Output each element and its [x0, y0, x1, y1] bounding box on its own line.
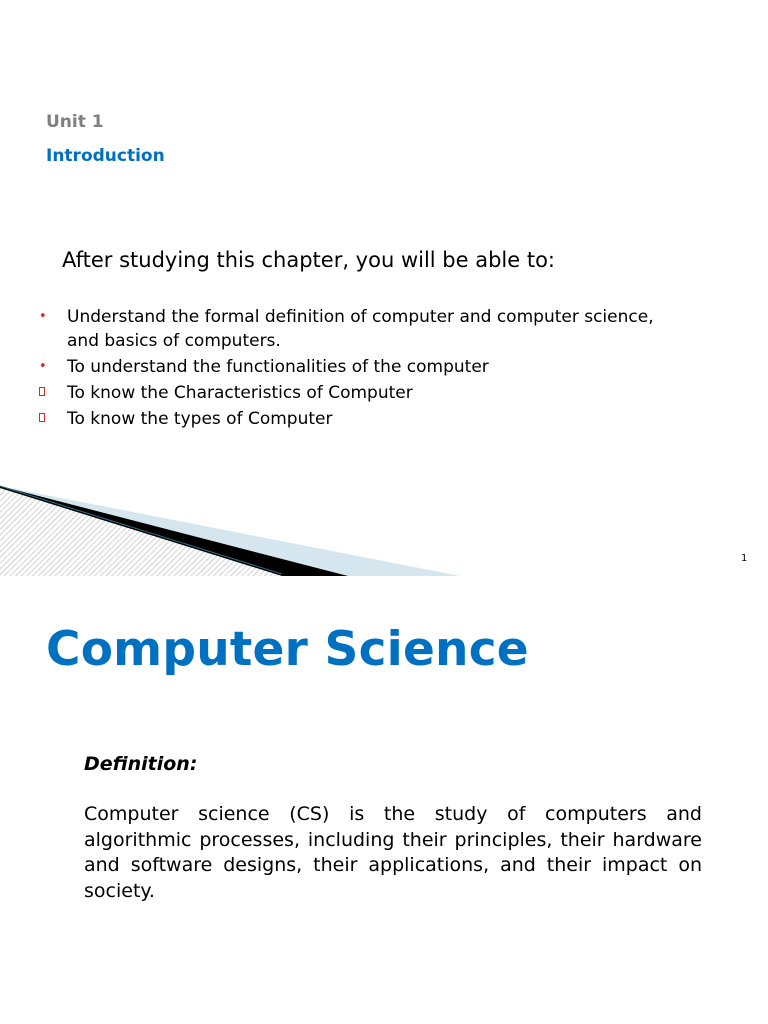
bullet-dot-icon: • — [39, 309, 47, 324]
slide-title: Computer Science — [46, 622, 529, 677]
section-title: Introduction — [46, 146, 165, 166]
objectives-list — [38, 305, 678, 433]
unit-label: Unit 1 — [46, 112, 104, 132]
objectives-heading: After studying this chapter, you will be able to: — [62, 248, 556, 272]
list-item-text: To know the types of Computer — [67, 409, 333, 429]
page-number: 1 — [741, 553, 748, 564]
list-item — [38, 407, 678, 431]
list-item-text: To understand the functionalities of the computer — [67, 357, 489, 377]
definition-text: Computer science (CS) is the study of computers and algorithmic processes, including their principles, their hardware and software designs, their applications, and their impact on society. — [84, 803, 702, 902]
list-item-text: To know the Characteristics of Computer — [67, 383, 413, 403]
slide-2 — [0, 576, 768, 1024]
bullet-box-icon — [39, 387, 45, 396]
bullet-box-icon — [39, 413, 45, 422]
list-item — [38, 381, 678, 405]
definition-label: Definition: — [84, 753, 198, 775]
list-item — [38, 355, 678, 379]
list-item-text: Understand the formal definition of computer and computer science, and basics of computers. — [67, 307, 654, 351]
bullet-dot-icon: • — [39, 359, 47, 374]
decorative-wedge — [0, 478, 460, 576]
list-item — [38, 305, 678, 353]
